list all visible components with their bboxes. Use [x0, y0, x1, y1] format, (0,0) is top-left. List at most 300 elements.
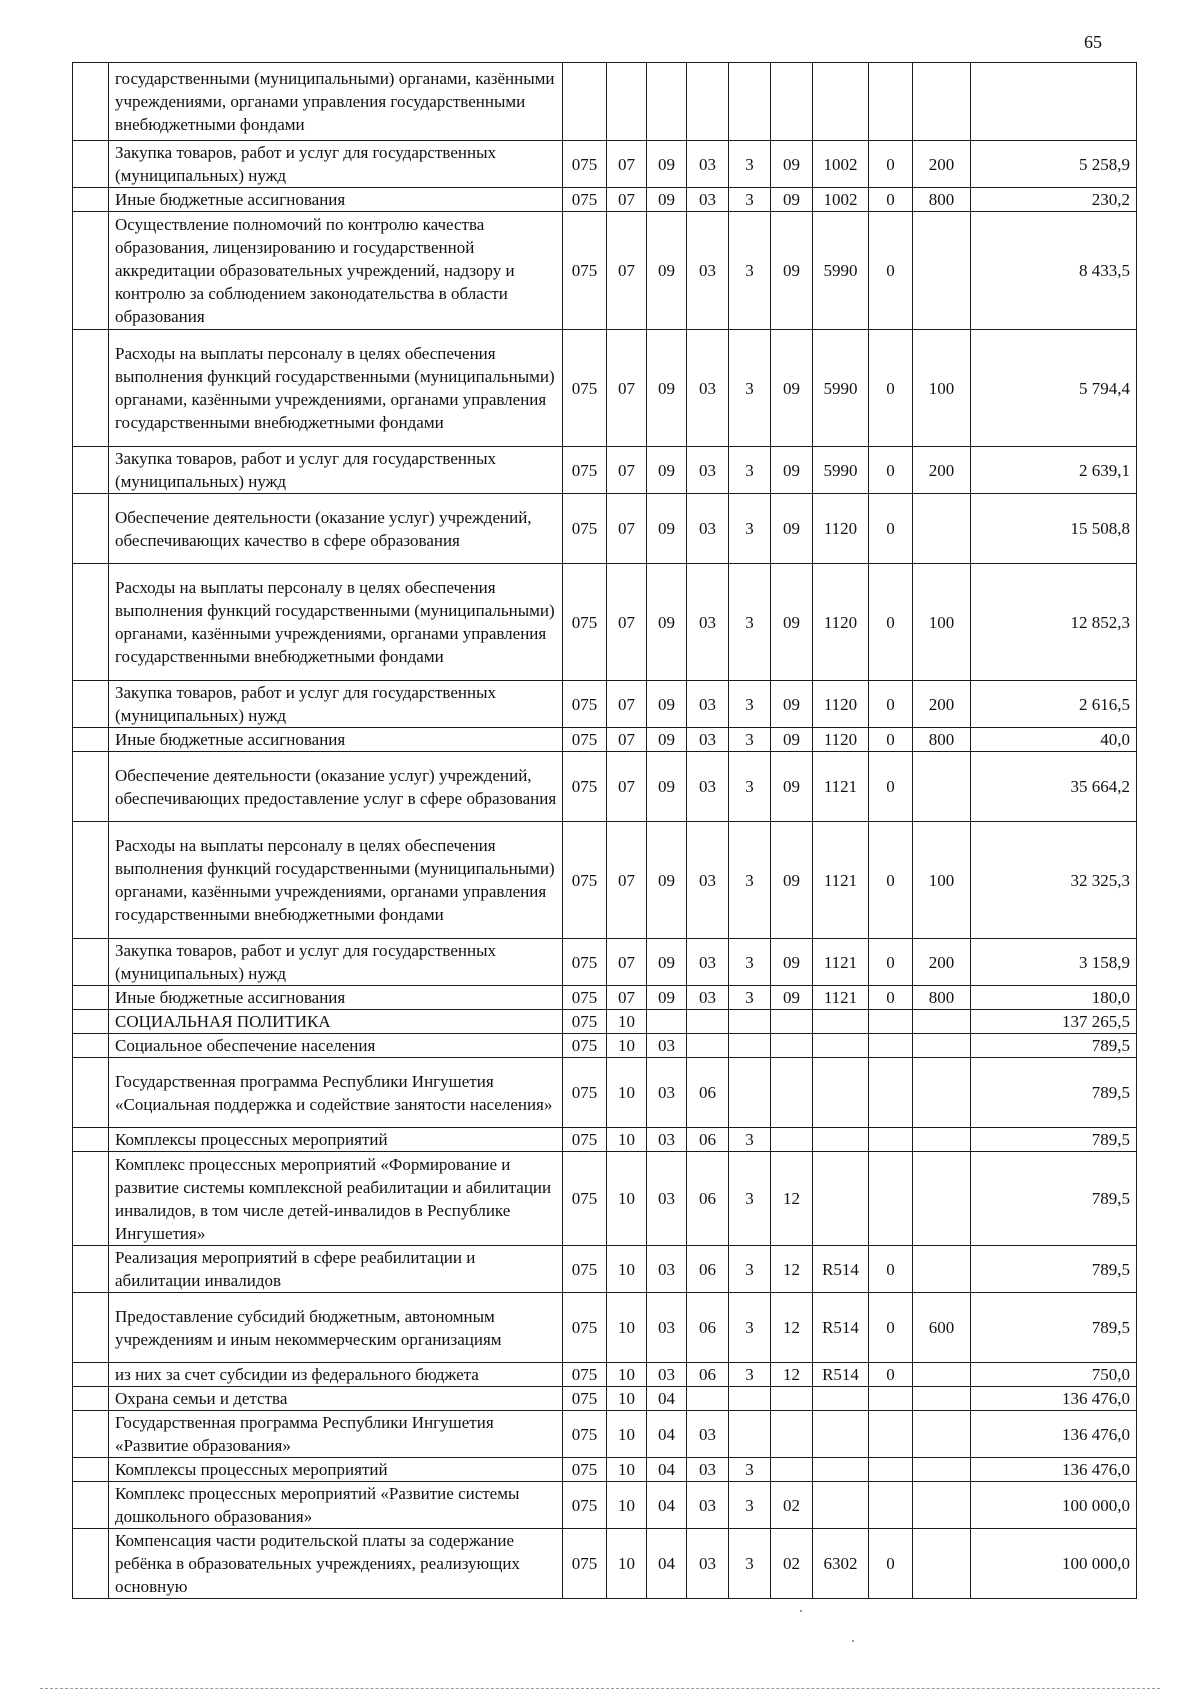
code-subdirection: 0 [869, 1529, 913, 1599]
row-description: государственными (муниципальными) органами, казёнными учреждениями, органами управления государственными внебюджетными фондами [109, 63, 563, 141]
code-section: 07 [607, 564, 647, 681]
code-expense-type: 200 [913, 141, 971, 188]
code-subprogram: 3 [729, 681, 771, 728]
code-ministry: 075 [563, 822, 607, 939]
code-expense-type: 800 [913, 728, 971, 752]
row-description: Обеспечение деятельности (оказание услуг) учреждений, обеспечивающих предоставление услуг в сфере образования [109, 752, 563, 822]
blank-cell [73, 986, 109, 1010]
code-subsection: 04 [647, 1529, 687, 1599]
table-row [73, 63, 1137, 141]
code-subprogram [729, 1058, 771, 1128]
table-row [73, 1152, 1137, 1246]
code-ministry: 075 [563, 681, 607, 728]
row-description: СОЦИАЛЬНАЯ ПОЛИТИКА [109, 1010, 563, 1034]
code-ministry: 075 [563, 1387, 607, 1411]
code-subprogram: 3 [729, 822, 771, 939]
code-subprogram [729, 1411, 771, 1458]
code-event [771, 63, 813, 141]
table-row [73, 728, 1137, 752]
code-subprogram: 3 [729, 1529, 771, 1599]
code-section: 10 [607, 1058, 647, 1128]
code-event: 12 [771, 1363, 813, 1387]
code-program: 03 [687, 564, 729, 681]
row-description: Комплексы процессных мероприятий [109, 1458, 563, 1482]
code-ministry: 075 [563, 141, 607, 188]
code-ministry: 075 [563, 1293, 607, 1363]
code-subsection [647, 1010, 687, 1034]
blank-cell [73, 1246, 109, 1293]
row-description: Закупка товаров, работ и услуг для государственных (муниципальных) нужд [109, 939, 563, 986]
code-subsection: 09 [647, 752, 687, 822]
code-subprogram: 3 [729, 939, 771, 986]
row-description: Охрана семьи и детства [109, 1387, 563, 1411]
code-section: 10 [607, 1411, 647, 1458]
code-direction: 6302 [813, 1529, 869, 1599]
table-row [73, 1128, 1137, 1152]
code-program: 06 [687, 1152, 729, 1246]
code-direction: 1002 [813, 188, 869, 212]
code-subsection: 09 [647, 564, 687, 681]
blank-cell [73, 1363, 109, 1387]
code-expense-type: 600 [913, 1293, 971, 1363]
scan-speck [800, 1610, 802, 1612]
code-program: 03 [687, 939, 729, 986]
table-row [73, 141, 1137, 188]
code-expense-type [913, 1010, 971, 1034]
row-description: Комплекс процессных мероприятий «Формирование и развитие системы комплексной реабилитации и абилитации инвалидов, в том числе детей-инвалидов в Республике Ингушетия» [109, 1152, 563, 1246]
code-subsection: 09 [647, 330, 687, 447]
code-section: 10 [607, 1128, 647, 1152]
code-direction [813, 1058, 869, 1128]
code-expense-type: 800 [913, 986, 971, 1010]
code-ministry: 075 [563, 1128, 607, 1152]
code-event: 09 [771, 728, 813, 752]
code-subdirection [869, 1034, 913, 1058]
code-subdirection: 0 [869, 986, 913, 1010]
row-amount: 136 476,0 [971, 1411, 1137, 1458]
code-ministry: 075 [563, 1529, 607, 1599]
code-direction [813, 1387, 869, 1411]
row-description: Закупка товаров, работ и услуг для государственных (муниципальных) нужд [109, 141, 563, 188]
code-expense-type [913, 494, 971, 564]
row-amount: 35 664,2 [971, 752, 1137, 822]
code-subdirection [869, 1387, 913, 1411]
code-ministry: 075 [563, 1363, 607, 1387]
row-amount: 5 794,4 [971, 330, 1137, 447]
row-description: Расходы на выплаты персоналу в целях обеспечения выполнения функций государственными (муниципальными) органами, казёнными учреждениями, органами управления государственными внебюджетными фондами [109, 822, 563, 939]
blank-cell [73, 939, 109, 986]
row-amount: 789,5 [971, 1058, 1137, 1128]
blank-cell [73, 1458, 109, 1482]
code-subsection: 03 [647, 1293, 687, 1363]
table-row [73, 1458, 1137, 1482]
table-row [73, 1411, 1137, 1458]
code-event: 09 [771, 188, 813, 212]
row-amount: 2 639,1 [971, 447, 1137, 494]
code-ministry: 075 [563, 986, 607, 1010]
row-amount: 789,5 [971, 1128, 1137, 1152]
code-expense-type: 100 [913, 822, 971, 939]
code-direction [813, 1010, 869, 1034]
code-direction: 1121 [813, 986, 869, 1010]
blank-cell [73, 1411, 109, 1458]
code-subdirection [869, 1482, 913, 1529]
code-subprogram: 3 [729, 212, 771, 330]
row-description: Социальное обеспечение населения [109, 1034, 563, 1058]
blank-cell [73, 752, 109, 822]
code-subdirection: 0 [869, 822, 913, 939]
code-subdirection [869, 1458, 913, 1482]
code-section: 07 [607, 330, 647, 447]
code-subsection: 03 [647, 1246, 687, 1293]
table-row [73, 752, 1137, 822]
code-section: 10 [607, 1363, 647, 1387]
blank-cell [73, 1058, 109, 1128]
code-direction [813, 1034, 869, 1058]
code-direction: R514 [813, 1363, 869, 1387]
code-subdirection: 0 [869, 564, 913, 681]
code-subsection: 04 [647, 1482, 687, 1529]
code-event: 12 [771, 1152, 813, 1246]
code-program [687, 1010, 729, 1034]
code-subprogram: 3 [729, 188, 771, 212]
code-direction: 1121 [813, 822, 869, 939]
code-event: 12 [771, 1246, 813, 1293]
code-direction: 5990 [813, 330, 869, 447]
code-program [687, 63, 729, 141]
code-ministry: 075 [563, 939, 607, 986]
table-row [73, 330, 1137, 447]
row-amount: 3 158,9 [971, 939, 1137, 986]
code-subdirection: 0 [869, 939, 913, 986]
code-ministry: 075 [563, 188, 607, 212]
row-description: Комплекс процессных мероприятий «Развитие системы дошкольного образования» [109, 1482, 563, 1529]
code-subsection: 03 [647, 1363, 687, 1387]
code-expense-type [913, 1128, 971, 1152]
code-direction: 1121 [813, 752, 869, 822]
code-ministry: 075 [563, 752, 607, 822]
code-subdirection: 0 [869, 1246, 913, 1293]
code-program: 06 [687, 1128, 729, 1152]
row-amount: 5 258,9 [971, 141, 1137, 188]
code-section: 10 [607, 1482, 647, 1529]
row-description: Иные бюджетные ассигнования [109, 986, 563, 1010]
code-direction: 5990 [813, 447, 869, 494]
code-section: 10 [607, 1010, 647, 1034]
code-ministry: 075 [563, 728, 607, 752]
code-direction [813, 1482, 869, 1529]
code-subprogram [729, 1387, 771, 1411]
code-subdirection: 0 [869, 1363, 913, 1387]
code-expense-type [913, 1246, 971, 1293]
code-subprogram: 3 [729, 1128, 771, 1152]
blank-cell [73, 1387, 109, 1411]
code-expense-type [913, 752, 971, 822]
table-row [73, 1387, 1137, 1411]
blank-cell [73, 188, 109, 212]
code-program: 06 [687, 1293, 729, 1363]
code-section: 07 [607, 939, 647, 986]
code-direction: 1120 [813, 564, 869, 681]
code-direction: R514 [813, 1246, 869, 1293]
code-subprogram: 3 [729, 986, 771, 1010]
code-expense-type [913, 1387, 971, 1411]
code-subdirection: 0 [869, 188, 913, 212]
code-subdirection [869, 63, 913, 141]
code-ministry: 075 [563, 1010, 607, 1034]
code-ministry: 075 [563, 1482, 607, 1529]
row-description: Реализация мероприятий в сфере реабилитации и абилитации инвалидов [109, 1246, 563, 1293]
blank-cell [73, 1152, 109, 1246]
code-subprogram: 3 [729, 752, 771, 822]
code-event: 09 [771, 822, 813, 939]
blank-cell [73, 564, 109, 681]
code-expense-type: 100 [913, 330, 971, 447]
page-number: 65 [1084, 32, 1102, 52]
code-section [607, 63, 647, 141]
code-program: 03 [687, 494, 729, 564]
code-expense-type [913, 1152, 971, 1246]
code-direction [813, 1458, 869, 1482]
code-program: 06 [687, 1363, 729, 1387]
code-subprogram: 3 [729, 447, 771, 494]
code-program: 03 [687, 822, 729, 939]
code-expense-type: 100 [913, 564, 971, 681]
scan-speck [852, 1640, 854, 1642]
code-expense-type [913, 212, 971, 330]
row-description: Компенсация части родительской платы за содержание ребёнка в образовательных учреждениях, реализующих основную [109, 1529, 563, 1599]
code-event: 09 [771, 564, 813, 681]
row-amount: 100 000,0 [971, 1482, 1137, 1529]
code-subsection: 03 [647, 1152, 687, 1246]
code-subdirection [869, 1010, 913, 1034]
row-amount: 230,2 [971, 188, 1137, 212]
code-event [771, 1010, 813, 1034]
code-subdirection: 0 [869, 681, 913, 728]
row-amount: 136 476,0 [971, 1458, 1137, 1482]
code-direction: 1120 [813, 494, 869, 564]
row-amount: 136 476,0 [971, 1387, 1137, 1411]
code-ministry: 075 [563, 1411, 607, 1458]
code-section: 07 [607, 212, 647, 330]
table-body [73, 63, 1137, 1599]
blank-cell [73, 330, 109, 447]
code-program: 03 [687, 986, 729, 1010]
table-row [73, 986, 1137, 1010]
code-program: 03 [687, 728, 729, 752]
row-amount: 750,0 [971, 1363, 1137, 1387]
code-expense-type [913, 1458, 971, 1482]
code-subdirection [869, 1128, 913, 1152]
code-subsection: 09 [647, 188, 687, 212]
code-subdirection: 0 [869, 330, 913, 447]
code-subsection: 04 [647, 1458, 687, 1482]
blank-cell [73, 1010, 109, 1034]
code-ministry: 075 [563, 1246, 607, 1293]
code-program: 06 [687, 1058, 729, 1128]
code-event: 09 [771, 494, 813, 564]
code-event: 02 [771, 1482, 813, 1529]
code-section: 07 [607, 986, 647, 1010]
code-subprogram [729, 63, 771, 141]
code-direction [813, 1152, 869, 1246]
table-row [73, 1363, 1137, 1387]
code-section: 07 [607, 188, 647, 212]
code-program: 03 [687, 141, 729, 188]
code-event [771, 1128, 813, 1152]
code-section: 10 [607, 1152, 647, 1246]
code-subdirection [869, 1152, 913, 1246]
code-direction [813, 63, 869, 141]
code-event: 09 [771, 986, 813, 1010]
code-expense-type: 200 [913, 681, 971, 728]
table-row [73, 1034, 1137, 1058]
table-row [73, 939, 1137, 986]
blank-cell [73, 822, 109, 939]
code-subsection: 09 [647, 141, 687, 188]
code-expense-type [913, 1034, 971, 1058]
table-row [73, 822, 1137, 939]
code-program: 03 [687, 1482, 729, 1529]
code-subprogram: 3 [729, 728, 771, 752]
code-section: 07 [607, 494, 647, 564]
code-program [687, 1387, 729, 1411]
row-amount: 8 433,5 [971, 212, 1137, 330]
code-section: 10 [607, 1387, 647, 1411]
code-section: 10 [607, 1458, 647, 1482]
code-expense-type: 200 [913, 939, 971, 986]
blank-cell [73, 728, 109, 752]
row-amount: 15 508,8 [971, 494, 1137, 564]
code-event [771, 1058, 813, 1128]
code-subsection: 09 [647, 494, 687, 564]
code-program: 06 [687, 1246, 729, 1293]
row-description: Обеспечение деятельности (оказание услуг) учреждений, обеспечивающих качество в сфере образования [109, 494, 563, 564]
code-section: 10 [607, 1246, 647, 1293]
code-program [687, 1034, 729, 1058]
row-description: Закупка товаров, работ и услуг для государственных (муниципальных) нужд [109, 447, 563, 494]
code-subdirection: 0 [869, 494, 913, 564]
row-description: Комплексы процессных мероприятий [109, 1128, 563, 1152]
blank-cell [73, 212, 109, 330]
code-subprogram [729, 1034, 771, 1058]
row-amount: 789,5 [971, 1246, 1137, 1293]
code-program: 03 [687, 212, 729, 330]
budget-table [72, 62, 1137, 1599]
code-subprogram: 3 [729, 141, 771, 188]
code-section: 07 [607, 681, 647, 728]
code-subsection: 03 [647, 1034, 687, 1058]
blank-cell [73, 1128, 109, 1152]
code-section: 10 [607, 1034, 647, 1058]
code-ministry: 075 [563, 447, 607, 494]
code-event [771, 1458, 813, 1482]
code-subsection: 09 [647, 939, 687, 986]
table-row [73, 1246, 1137, 1293]
row-amount: 100 000,0 [971, 1529, 1137, 1599]
code-subsection: 09 [647, 728, 687, 752]
code-ministry: 075 [563, 564, 607, 681]
code-expense-type [913, 1058, 971, 1128]
row-description: Государственная программа Республики Ингушетия «Социальная поддержка и содействие занятости населения» [109, 1058, 563, 1128]
blank-cell [73, 494, 109, 564]
code-event [771, 1411, 813, 1458]
code-program: 03 [687, 1529, 729, 1599]
table-row [73, 1010, 1137, 1034]
row-amount: 32 325,3 [971, 822, 1137, 939]
code-event: 09 [771, 752, 813, 822]
code-subprogram: 3 [729, 1293, 771, 1363]
code-subdirection: 0 [869, 728, 913, 752]
code-program: 03 [687, 1458, 729, 1482]
code-event: 09 [771, 212, 813, 330]
table-row [73, 564, 1137, 681]
code-program: 03 [687, 447, 729, 494]
code-subsection: 09 [647, 681, 687, 728]
code-event: 09 [771, 681, 813, 728]
code-program: 03 [687, 330, 729, 447]
code-direction: 1121 [813, 939, 869, 986]
code-expense-type [913, 1411, 971, 1458]
blank-cell [73, 447, 109, 494]
code-event [771, 1387, 813, 1411]
code-subdirection [869, 1058, 913, 1128]
table-row [73, 1482, 1137, 1529]
code-subdirection: 0 [869, 447, 913, 494]
code-ministry: 075 [563, 1458, 607, 1482]
code-subsection [647, 63, 687, 141]
row-description: Расходы на выплаты персоналу в целях обеспечения выполнения функций государственными (муниципальными) органами, казёнными учреждениями, органами управления государственными внебюджетными фондами [109, 330, 563, 447]
code-ministry: 075 [563, 1034, 607, 1058]
table-row [73, 681, 1137, 728]
row-description: Закупка товаров, работ и услуг для государственных (муниципальных) нужд [109, 681, 563, 728]
blank-cell [73, 141, 109, 188]
code-ministry: 075 [563, 1152, 607, 1246]
code-subdirection: 0 [869, 212, 913, 330]
row-amount: 2 616,5 [971, 681, 1137, 728]
code-section: 07 [607, 752, 647, 822]
table-row [73, 494, 1137, 564]
code-section: 07 [607, 728, 647, 752]
code-program: 03 [687, 681, 729, 728]
code-subdirection: 0 [869, 1293, 913, 1363]
code-expense-type: 200 [913, 447, 971, 494]
row-description: Иные бюджетные ассигнования [109, 728, 563, 752]
code-expense-type [913, 1482, 971, 1529]
code-direction [813, 1128, 869, 1152]
row-amount [971, 63, 1137, 141]
code-subsection: 09 [647, 822, 687, 939]
code-expense-type [913, 1529, 971, 1599]
code-subdirection: 0 [869, 141, 913, 188]
table-row [73, 1058, 1137, 1128]
row-description: Предоставление субсидий бюджетным, автономным учреждениям и иным некоммерческим организациям [109, 1293, 563, 1363]
code-subsection: 03 [647, 1128, 687, 1152]
code-program: 03 [687, 1411, 729, 1458]
code-ministry: 075 [563, 1058, 607, 1128]
code-subsection: 04 [647, 1387, 687, 1411]
code-direction [813, 1411, 869, 1458]
code-subprogram: 3 [729, 1246, 771, 1293]
code-ministry: 075 [563, 330, 607, 447]
row-amount: 789,5 [971, 1034, 1137, 1058]
code-subsection: 09 [647, 986, 687, 1010]
blank-cell [73, 681, 109, 728]
row-amount: 137 265,5 [971, 1010, 1137, 1034]
blank-cell [73, 63, 109, 141]
code-subprogram: 3 [729, 330, 771, 447]
table-row [73, 1529, 1137, 1599]
